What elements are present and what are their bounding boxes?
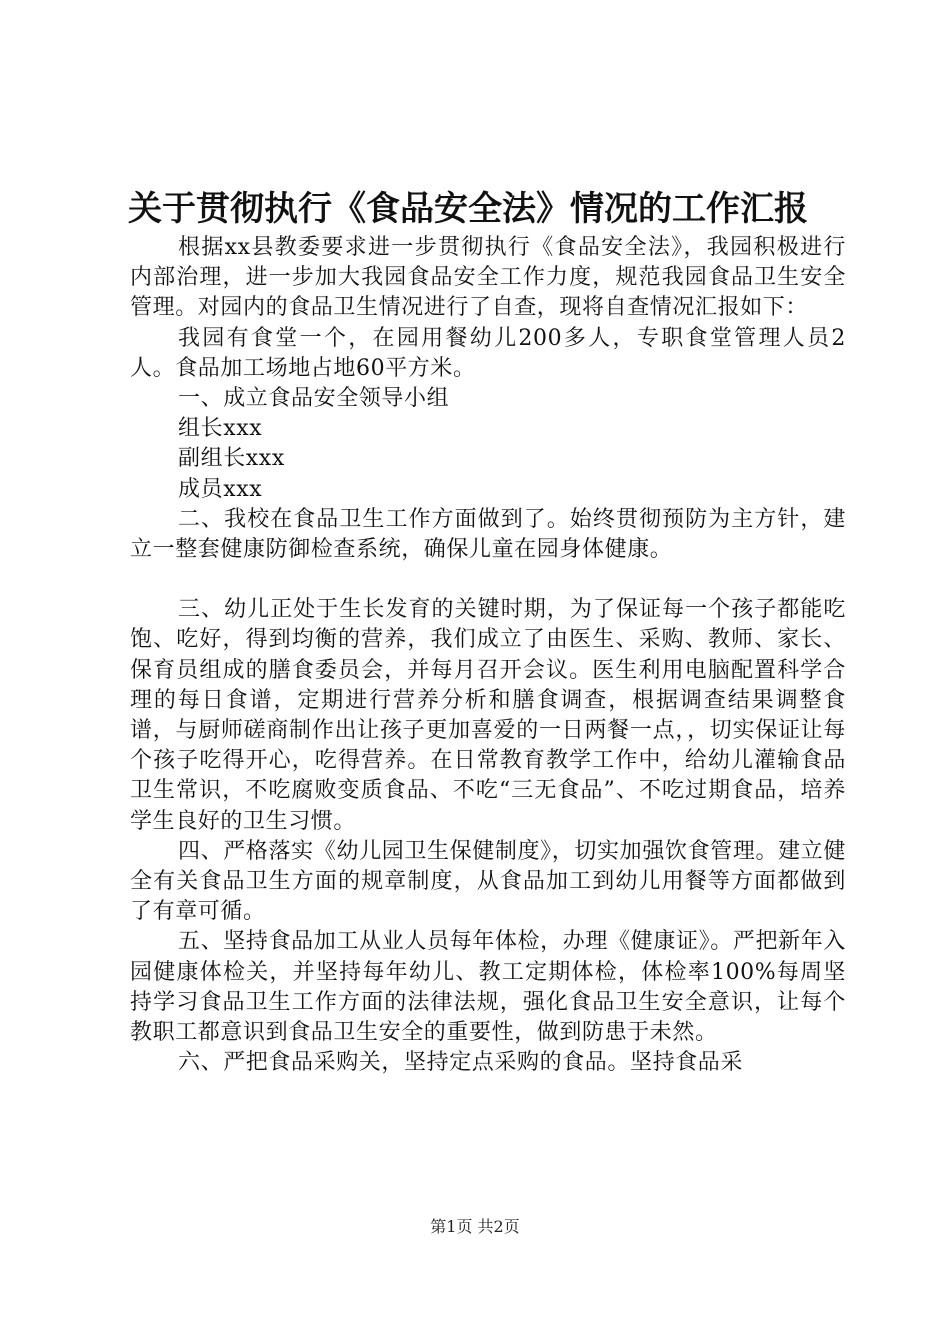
member-line: 成员xxx — [178, 476, 263, 502]
deputy-leader-line: 副组长xxx — [178, 446, 285, 472]
leader-line: 组长xxx — [178, 416, 263, 442]
paragraph-section-4: 四、严格落实《幼儿园卫生保健制度》，切实加强饮食管理。建立健全有关食品卫生方面的规章制度，从食品加工到幼儿用餐等方面都做到了有章可循。 — [130, 838, 846, 925]
paragraph-section-2: 二、我校在食品卫生工作方面做到了。始终贯彻预防为主方针，建立一整套健康防御检查系统，确保儿童在园身体健康。 — [130, 506, 846, 563]
section-heading-1: 一、成立食品安全领导小组 — [178, 386, 450, 412]
page-number: 第1页 共2页 — [430, 1217, 520, 1236]
paragraph-section-3: 三、幼儿正处于生长发育的关键时期，为了保证每一个孩子都能吃饱、吃好，得到均衡的营养，我们成立了由医生、采购、教师、家长、保育员组成的膳食委员会，并每月召开会议。医生利用电脑配置科学合理的每日食谱，定期进行营养分析和膳食调查，根据调查结果调整食谱，与厨师磋商制作出让孩子更加喜爱的一日两餐一点，，切实保证让每个孩子吃得开心，吃得营养。在日常教育教学工作中，给幼儿灌输食品卫生常识，不吃腐败变质食品、不吃“三无食品”、不吃过期食品，培养学生良好的卫生习惯。 — [130, 597, 846, 834]
paragraph-section-6: 六、严把食品采购关，坚持定点采购的食品。坚持食品采 — [178, 1050, 744, 1076]
document-body — [130, 233, 846, 1078]
paragraph-canteen-info: 我园有食堂一个，在园用餐幼儿200多人，专职食堂管理人员2人。食品加工场地占地60平方米。 — [130, 325, 846, 381]
paragraph-section-5: 五、坚持食品加工从业人员每年体检，办理《健康证》。严把新年入园健康体检关，并坚持每年幼儿、教工定期体检，体检率100%每周坚持学习食品卫生工作方面的法律法规，强化食品卫生安全意识，让每个教职工都意识到食品卫生安全的重要性，做到防患于未然。 — [130, 929, 846, 1046]
paragraph-spacer — [130, 565, 846, 595]
document-title: 关于贯彻执行《食品安全法》情况的工作汇报 — [128, 189, 808, 229]
paragraph-intro: 根据xx县教委要求进一步贯彻执行《食品安全法》，我园积极进行内部治理，进一步加大我园食品安全工作力度，规范我园食品卫生安全管理。对园内的食品卫生情况进行了自查，现将自查情况汇报如下： — [130, 235, 846, 321]
